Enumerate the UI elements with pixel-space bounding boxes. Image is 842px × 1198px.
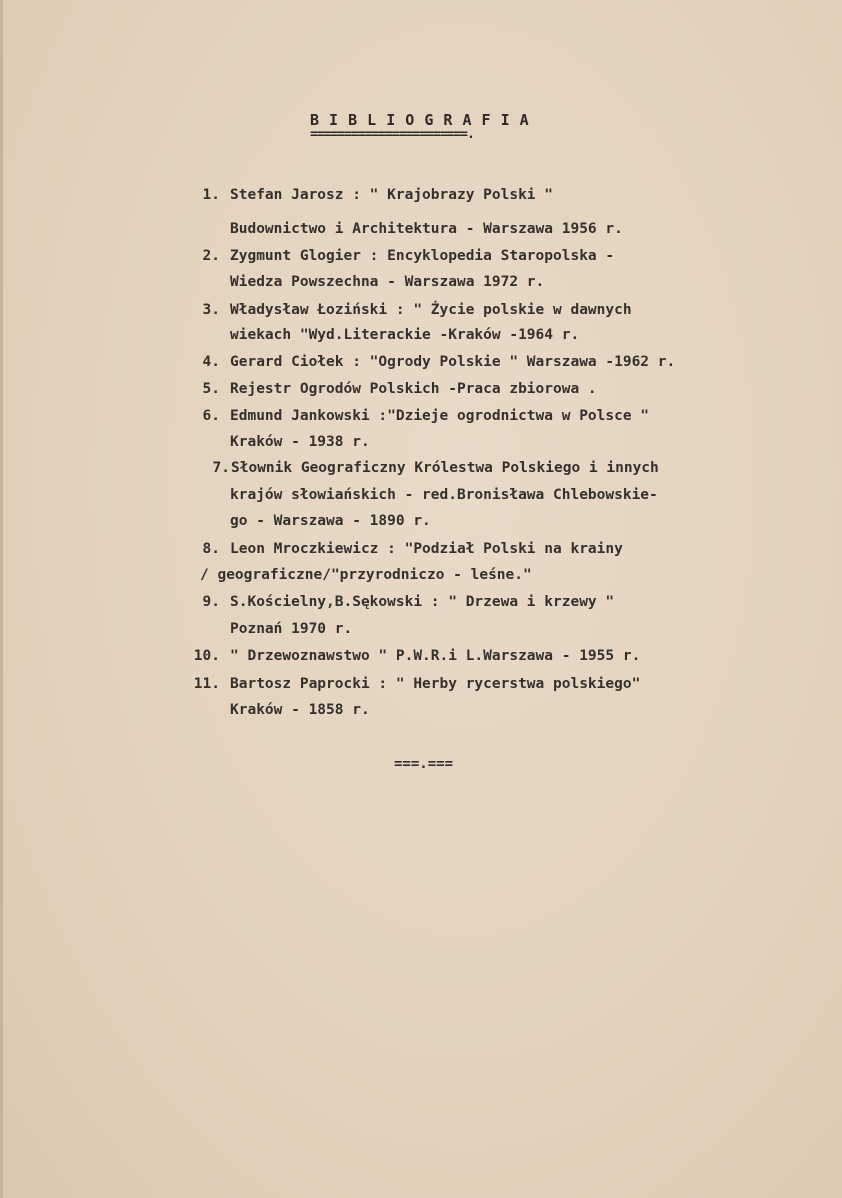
- entry-line: Wiedza Powszechna - Warszawa 1972 r.: [230, 274, 545, 290]
- entry-line: " Drzewoznawstwo " P.W.R.i L.Warszawa - 1955 r.: [230, 648, 641, 664]
- entry-line: wiekach "Wyd.Literackie -Kraków -1964 r.: [230, 327, 580, 343]
- entry-line: / geograficzne/"przyrodniczo - leśne.": [200, 567, 532, 583]
- entry-number: 10.: [193, 648, 220, 664]
- entry-line: Słownik Geograficzny Królestwa Polskiego i innych: [231, 460, 659, 476]
- entry-number: 7.: [212, 460, 230, 476]
- entry-line: Bartosz Paprocki : " Herby rycerstwa polskiego": [230, 676, 641, 692]
- entry-line: Budownictwo i Architektura - Warszawa 1956 r.: [230, 221, 623, 237]
- entry-line: S.Kościelny,B.Sękowski : " Drzewa i krzewy ": [230, 594, 615, 610]
- end-mark: ===.===: [394, 756, 454, 772]
- entry-number: 6.: [202, 408, 220, 424]
- entry-line: Rejestr Ogrodów Polskich -Praca zbiorowa .: [230, 381, 597, 397]
- entry-line: Kraków - 1938 r.: [230, 434, 370, 450]
- entry-number: 2.: [202, 248, 220, 264]
- entry-line: Stefan Jarosz : " Krajobrazy Polski ": [230, 187, 554, 203]
- entry-number: 3.: [202, 302, 220, 318]
- entry-line: Władysław Łoziński : " Życie polskie w dawnych: [230, 302, 632, 318]
- entry-line: Edmund Jankowski :"Dzieje ogrodnictwa w Polsce ": [230, 408, 650, 424]
- entry-number: 1.: [202, 187, 220, 203]
- entry-line: Gerard Ciołek : "Ogrody Polskie " Warszawa -1962 r.: [230, 354, 676, 370]
- entry-line: go - Warszawa - 1890 r.: [230, 513, 431, 529]
- title-underline: =======================.: [310, 127, 474, 142]
- entry-number: 5.: [202, 381, 220, 397]
- entry-number: 8.: [202, 541, 220, 557]
- entry-line: Poznań 1970 r.: [230, 621, 353, 637]
- entry-line: Leon Mroczkiewicz : "Podział Polski na krainy: [230, 541, 623, 557]
- entry-line: Kraków - 1858 r.: [230, 702, 370, 718]
- entry-line: krajów słowiańskich - red.Bronisława Chlebowskie-: [230, 487, 658, 503]
- entry-line: Zygmunt Glogier : Encyklopedia Staropolska -: [230, 248, 615, 264]
- page-title: B I B L I O G R A F I A: [310, 111, 530, 129]
- page-edge: [0, 0, 3, 1198]
- entry-number: 9.: [202, 594, 220, 610]
- entry-number: 11.: [193, 676, 220, 692]
- entry-number: 4.: [202, 354, 220, 370]
